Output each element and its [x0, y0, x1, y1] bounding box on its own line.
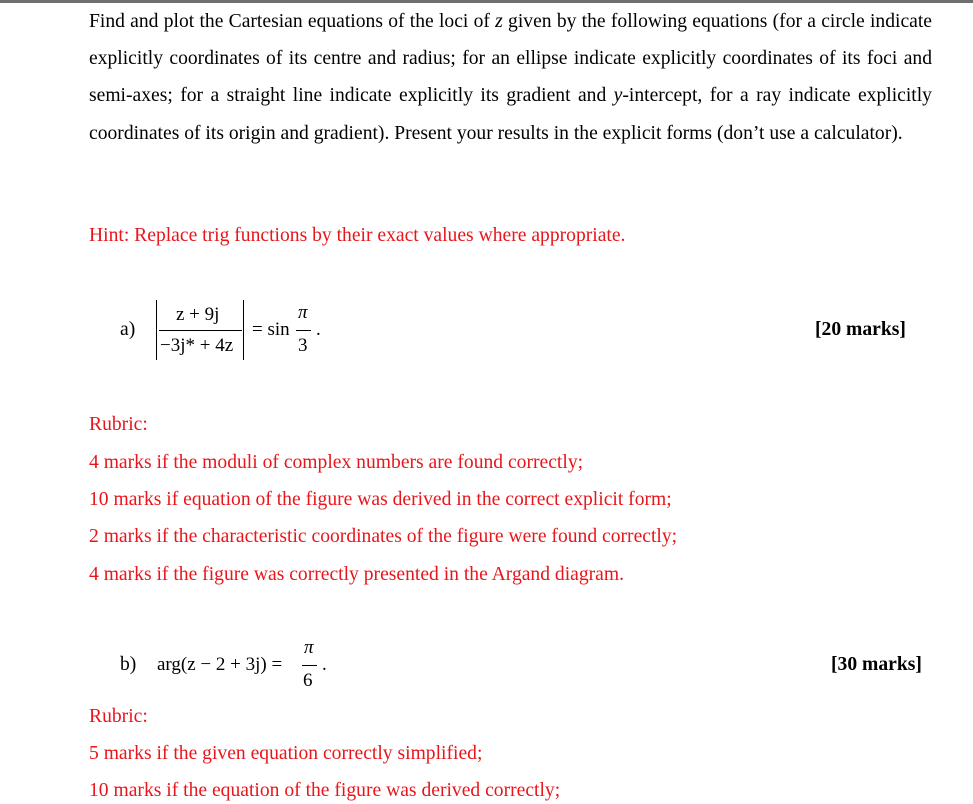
- part-b-label: b): [120, 654, 137, 675]
- part-a-rubric-item-3: 2 marks if the characteristic coordinates of the figure were found correctly;: [89, 526, 678, 547]
- part-b-period: .: [322, 654, 327, 675]
- part-a-numerator: z + 9j: [176, 304, 220, 325]
- part-a-label: a): [120, 319, 136, 340]
- question-intro-paragraph: Find and plot the Cartesian equations of the loci of z given by the following equations (for a circle indicate explicitly coordinates of its centre and radius; for an ellipse indicate explicitly coordinates of its foci and semi-axes; for a straight line indicate explicitly its gradient and y-intercept, for a ray indicate explicitly coordinates of its origin and gradient). Present your results in the explicit forms (don’t use a calculator).: [89, 11, 932, 144]
- part-a-rubric-title: Rubric:: [89, 414, 148, 435]
- abs-bar-left: [156, 300, 157, 360]
- part-a-rubric-item-1: 4 marks if the moduli of complex numbers are found correctly;: [89, 452, 584, 473]
- part-a-marks: [20 marks]: [815, 319, 906, 340]
- part-b-lhs: arg(z − 2 + 3j) =: [157, 654, 283, 675]
- part-a-pi: π: [298, 302, 308, 323]
- part-b-marks: [30 marks]: [831, 654, 922, 675]
- part-a-three: 3: [298, 335, 308, 356]
- abs-bar-right: [243, 300, 244, 360]
- hint-text: Hint: Replace trig functions by their exact values where appropriate.: [89, 225, 626, 246]
- part-a-fraction-bar: [159, 330, 242, 331]
- part-a-sin-fraction-bar: [296, 330, 311, 331]
- part-a-denominator: −3j* + 4z: [160, 335, 234, 356]
- part-b-six: 6: [303, 670, 313, 691]
- part-b-rubric-item-1: 5 marks if the given equation correctly simplified;: [89, 743, 483, 764]
- part-a-rubric-item-2: 10 marks if equation of the figure was derived in the correct explicit form;: [89, 489, 672, 510]
- part-a-period: .: [316, 319, 321, 340]
- part-a-equals-sin: = sin: [252, 319, 290, 340]
- part-b-rubric-title: Rubric:: [89, 706, 148, 727]
- part-b-fraction-bar: [302, 665, 317, 666]
- part-b-rubric-item-2: 10 marks if the equation of the figure was derived correctly;: [89, 780, 561, 801]
- part-a-rubric-item-4: 4 marks if the figure was correctly presented in the Argand diagram.: [89, 564, 625, 585]
- part-b-pi: π: [304, 637, 314, 658]
